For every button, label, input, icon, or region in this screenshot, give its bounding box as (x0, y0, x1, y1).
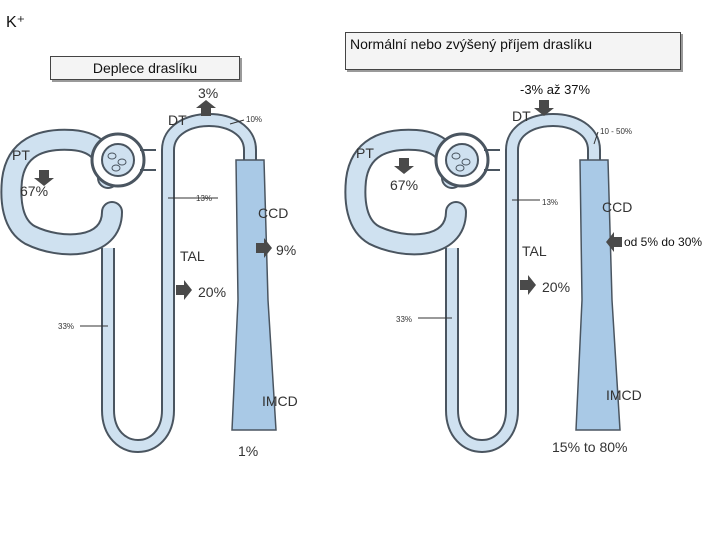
right-pt-label: PT (356, 145, 374, 161)
right-tal-value: 20% (542, 279, 571, 295)
right-pt-value: 67% (390, 177, 419, 193)
right-dt-secretion-value: -3% až 37% (520, 82, 591, 97)
right-pt-arrow (394, 158, 414, 174)
right-nephron (355, 100, 622, 446)
left-dt-in-value: 10% (246, 115, 263, 124)
right-loop-value: 33% (396, 315, 413, 324)
left-ccd-label: CCD (258, 205, 289, 221)
left-dt-out-value: 3% (198, 85, 219, 101)
left-loop-value: 33% (58, 322, 75, 331)
left-pt-value: 67% (20, 183, 49, 199)
left-tal-label: TAL (180, 248, 205, 264)
left-pt-label: PT (12, 147, 30, 163)
right-tal-label: TAL (522, 243, 547, 259)
right-tal-arrow (520, 275, 536, 295)
left-tal-value: 20% (198, 284, 227, 300)
left-dt-label: DT (168, 112, 187, 128)
left-imcd-end-value: 1% (238, 443, 259, 459)
right-tal-top-value: 13% (542, 198, 559, 207)
right-ccd-label: CCD (602, 199, 633, 215)
potassium-title: K⁺ (6, 14, 26, 31)
right-ccd-value: od 5% do 30% (624, 235, 703, 249)
left-ccd-value: 9% (276, 242, 297, 258)
right-dt-in-value: 10 - 50% (600, 127, 633, 136)
right-heading: Normální nebo zvýšený příjem draslíku (350, 36, 592, 52)
right-imcd-label: IMCD (606, 387, 642, 403)
left-heading: Deplece draslíku (92, 60, 198, 76)
right-imcd-end-value: 15% to 80% (552, 439, 628, 455)
left-tal-arrow (176, 280, 192, 300)
left-tal-top-value: 13% (196, 194, 213, 203)
left-nephron (11, 100, 276, 446)
right-dt-label: DT (512, 108, 531, 124)
left-imcd-label: IMCD (262, 393, 298, 409)
